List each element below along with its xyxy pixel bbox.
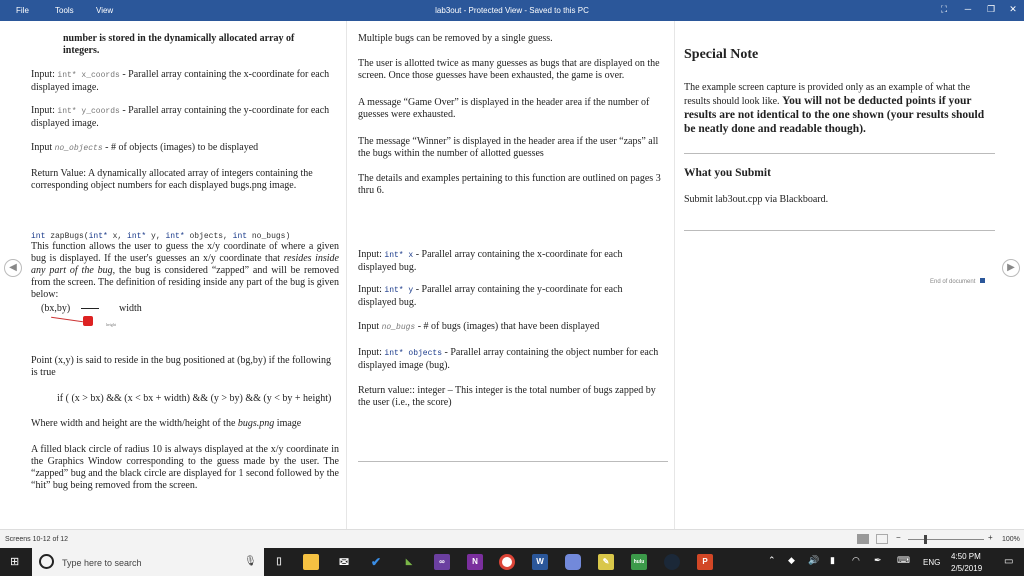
code-objects: int* objects	[384, 349, 442, 358]
input-label: Input:	[31, 69, 55, 80]
submit-text: Submit lab3out.cpp via Blackboard.	[684, 194, 829, 205]
zoom-level: 100%	[1002, 536, 1020, 543]
discord-icon[interactable]	[565, 554, 581, 570]
page-column-1	[31, 21, 339, 529]
code-x: int* x	[384, 251, 414, 260]
section-divider	[358, 461, 668, 462]
previous-screen-arrow-icon[interactable]: ◀	[4, 259, 22, 277]
zoom-slider-handle[interactable]	[924, 535, 927, 544]
search-placeholder: Type here to search	[62, 558, 142, 568]
onenote-icon[interactable]: N	[467, 554, 483, 570]
input-label: Input:	[358, 347, 382, 358]
code-keyword: int*	[165, 232, 185, 241]
description-text: This function allows the user to guess the x/y coordinate of where a given bug is displayed. If the user's guesses an x/y coordinate that	[31, 241, 339, 264]
arrow-line	[81, 308, 99, 309]
code-no-bugs: no_bugs	[381, 323, 416, 332]
figure-label-bxby: (bx,by)	[41, 303, 71, 314]
code-text: y,	[146, 232, 166, 241]
multiple-bugs-note: Multiple bugs can be removed by a single guess.	[358, 33, 553, 44]
input-objects	[358, 347, 663, 372]
minimize-icon[interactable]: ─	[964, 4, 972, 14]
menu-file[interactable]: File	[16, 6, 29, 15]
input-label: Input:	[358, 249, 382, 260]
input-x	[358, 249, 663, 274]
input-x-coords	[31, 69, 336, 94]
chrome-icon[interactable]	[499, 554, 515, 570]
input-description: - # of objects (images) to be displayed	[105, 142, 259, 153]
input-no-bugs	[358, 321, 663, 334]
column-divider	[674, 21, 675, 529]
file-explorer-icon[interactable]	[303, 554, 319, 570]
guesses-note: The user is allotted twice as many guesses as bugs that are displayed on the screen. Once those guesses have been exhausted, the game is over.	[358, 58, 660, 81]
zapbugs-description	[31, 241, 339, 301]
game-over-note: A message “Game Over” is displayed in the header area if the number of guesses were exhausted.	[358, 97, 650, 120]
close-icon[interactable]: ✕	[1009, 4, 1017, 14]
end-marker-icon	[980, 278, 985, 283]
chevron-up-icon[interactable]: ⌃	[768, 555, 776, 565]
task-view-icon[interactable]: ▯	[276, 556, 282, 567]
bug-bounds-figure	[31, 303, 211, 339]
restore-icon[interactable]: ❐	[986, 4, 996, 14]
next-screen-arrow-icon[interactable]: ▶	[1002, 259, 1020, 277]
pen-icon[interactable]: ✒	[874, 555, 882, 565]
input-y-coords	[31, 105, 336, 130]
input-description: - # of bugs (images) that have been displayed	[417, 321, 600, 332]
circle-description: A filled black circle of radius 10 is always displayed at the x/y coordinate in the Graphics Window corresponding to the guess made by the user. The “zapped” bug and the black circle are displayed for 1 second followed by the “hit” bug being removed from the screen.	[31, 444, 339, 491]
width-height-note	[31, 418, 339, 430]
mail-icon[interactable]: ✉	[338, 555, 350, 569]
clock-date[interactable]: 2/5/2019	[951, 564, 983, 573]
page-column-2	[358, 21, 668, 529]
menu-view[interactable]: View	[96, 6, 114, 15]
fullscreen-icon[interactable]: ⛶	[940, 4, 948, 14]
input-description: - Parallel array containing the x-coordinate for each displayed image.	[31, 69, 330, 93]
visual-studio-icon[interactable]: ∞	[434, 554, 450, 570]
word-icon[interactable]: W	[532, 554, 548, 570]
note-text: Where width and height are the width/height of the	[31, 418, 236, 429]
input-y	[358, 284, 663, 309]
network-icon[interactable]: ◆	[788, 555, 795, 565]
volume-icon[interactable]: 🔊	[808, 555, 820, 565]
special-note-text	[684, 82, 994, 136]
input-description: - Parallel array containing the y-coordinate for each displayed image.	[31, 105, 330, 129]
taskbar-search-box[interactable]	[32, 548, 264, 576]
code-y-coords: int* y_coords	[57, 107, 120, 116]
code-text: zapBugs(	[45, 232, 89, 241]
description-italic: resides inside any part of the bug	[31, 253, 339, 276]
hulu-icon[interactable]: hulu	[631, 554, 647, 570]
wifi-icon[interactable]: ◠	[852, 555, 860, 565]
input-label: Input	[358, 321, 380, 332]
taskbar	[0, 548, 1024, 576]
figure-label-width: width	[119, 303, 142, 314]
figure-label-height: height	[106, 322, 116, 327]
input-description: - Parallel array containing the x-coordinate for each displayed bug.	[358, 249, 623, 273]
nvidia-icon[interactable]: ◣	[405, 557, 413, 566]
note-italic: bugs.png	[237, 418, 275, 429]
steam-icon[interactable]	[664, 554, 680, 570]
input-label: Input	[31, 142, 53, 153]
screen-counter: Screens 10-12 of 12	[5, 536, 69, 543]
status-bar	[0, 529, 1024, 548]
code-keyword: int	[232, 232, 248, 241]
code-no-objects: no_objects	[54, 144, 103, 153]
document-view[interactable]	[0, 21, 1024, 529]
checkmark-app-icon[interactable]: ✔	[370, 555, 382, 569]
windows-start-icon[interactable]: ⊞	[10, 556, 20, 568]
code-keyword: int	[31, 232, 46, 241]
return-value-zapbugs: Return value:: integer – This integer is the total number of bugs zapped by the user (i.e., the score)	[358, 385, 656, 408]
clock-time[interactable]: 4:50 PM	[951, 552, 981, 561]
note-text: image	[276, 418, 302, 429]
read-mode-icon[interactable]	[857, 534, 869, 544]
powerpoint-icon[interactable]: P	[697, 554, 713, 570]
input-label: Input:	[358, 284, 382, 295]
battery-icon[interactable]: ▮	[830, 555, 835, 565]
zoom-slider[interactable]	[908, 539, 984, 540]
code-x-coords: int* x_coords	[57, 71, 120, 80]
point-rule: Point (x,y) is said to reside in the bug positioned at (bg,by) if the following is true	[31, 355, 331, 378]
bounds-formula: if ( (x > bx) && (x < bx + width) && (y > by) && (y < by + height)	[57, 393, 332, 404]
code-keyword: int*	[127, 232, 147, 241]
column-divider	[346, 21, 347, 529]
section-divider	[684, 153, 995, 154]
bug-image-icon	[83, 316, 93, 326]
zoom-out-icon[interactable]: −	[896, 533, 901, 542]
note-text: The example screen capture is provided only as an example of what the results should look like.	[684, 82, 971, 107]
input-no-objects	[31, 142, 336, 155]
keyboard-icon[interactable]: ⌨	[897, 555, 910, 565]
array-note: number is stored in the dynamically allocated array of integers.	[63, 33, 295, 56]
code-keyword: int*	[88, 232, 108, 241]
figure-red-line	[51, 317, 83, 322]
code-text: no_bugs)	[247, 232, 291, 241]
code-text: x,	[107, 232, 128, 241]
end-text: End of document	[930, 279, 976, 285]
section-divider	[684, 230, 995, 231]
language-indicator[interactable]: ENG	[923, 558, 941, 567]
details-note: The details and examples pertaining to this function are outlined on pages 3 thru 6.	[358, 173, 661, 196]
menu-tools[interactable]: Tools	[55, 6, 74, 15]
code-y: int* y	[384, 286, 414, 295]
print-layout-icon[interactable]	[876, 534, 888, 544]
submit-heading: What you Submit	[684, 167, 771, 179]
input-description: - Parallel array containing the object number for each displayed image (bug).	[358, 347, 659, 371]
input-description: - Parallel array containing the y-coordinate for each displayed bug.	[358, 284, 623, 308]
description-text: , the bug is considered “zapped” and will be removed from the screen. The definition of residing inside any part of the bug is given below:	[31, 265, 339, 300]
window-title: lab3out - Protected View - Saved to this PC	[435, 6, 589, 15]
cortana-circle-icon	[39, 554, 54, 569]
page-column-3	[684, 21, 996, 529]
zoom-in-icon[interactable]: +	[988, 533, 993, 542]
input-label: Input:	[31, 105, 55, 116]
special-note-heading: Special Note	[684, 47, 759, 62]
winner-note: The message “Winner” is displayed in the header area if the user “zaps” all the bugs within the number of allotted guesses	[358, 136, 659, 159]
note-bold: You will not be deducted points if your results are not identical to the one shown (your results should be neatly done and readable though).	[684, 95, 985, 135]
end-of-document	[930, 276, 985, 288]
title-bar	[0, 0, 1024, 21]
notifications-icon[interactable]: ▭	[1004, 556, 1014, 567]
return-value-load: Return Value: A dynamically allocated array of integers containing the corresponding object numbers for each displayed bugs.png image.	[31, 168, 313, 191]
microphone-icon[interactable]: 🎙	[244, 556, 257, 567]
code-text: objects,	[184, 232, 233, 241]
notes-icon[interactable]: ✎	[598, 554, 614, 570]
